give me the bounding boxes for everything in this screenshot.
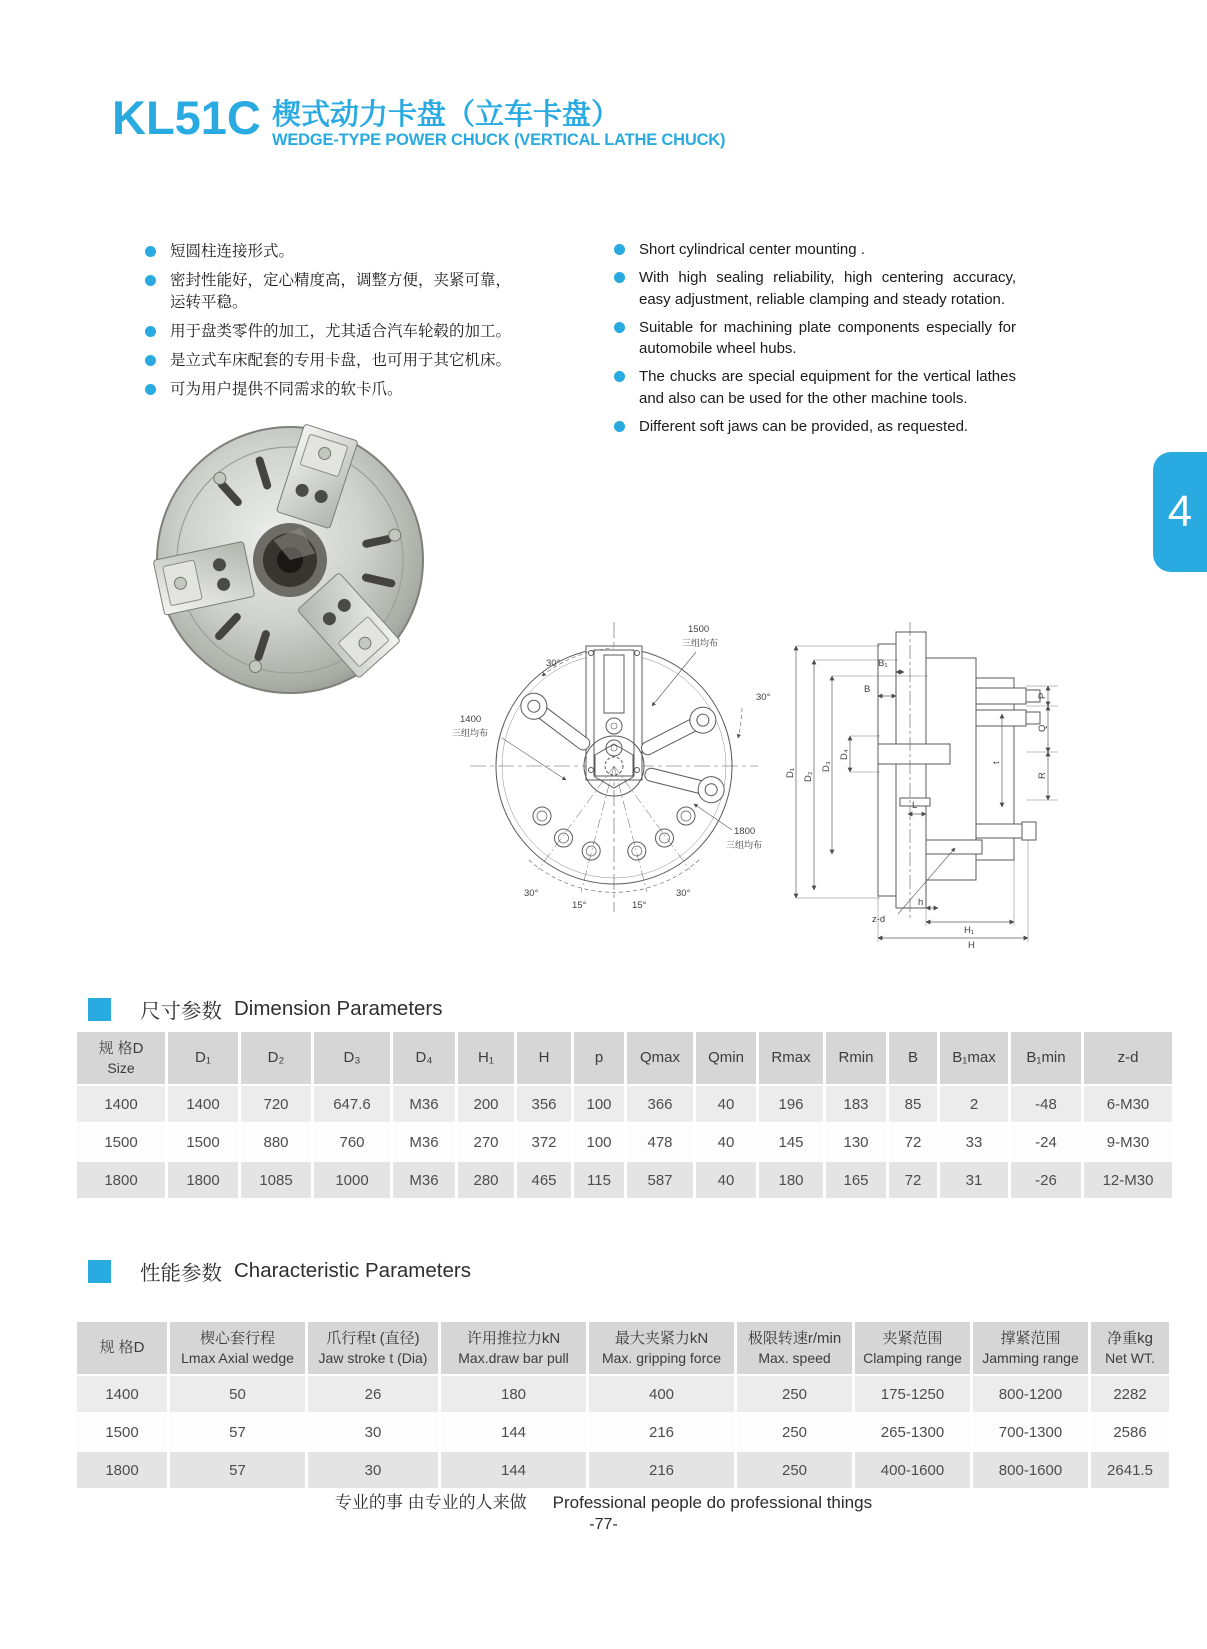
dist-label: 三组均布	[726, 840, 763, 850]
dim-label-1800: 1800	[734, 826, 756, 837]
table-cell: M36	[393, 1162, 455, 1198]
table-cell: 30	[308, 1414, 438, 1450]
table-cell: 478	[627, 1124, 693, 1160]
column-header: 爪行程t (直径) Jaw stroke t (Dia)	[308, 1322, 438, 1374]
table-cell: 2641.5	[1091, 1452, 1169, 1488]
dimension-parameters-table	[74, 1030, 1175, 1200]
table-row	[77, 1124, 1172, 1160]
table-cell: 1085	[241, 1162, 311, 1198]
table-cell: 216	[589, 1452, 734, 1488]
table-cell: 180	[441, 1376, 586, 1412]
column-header: B₁min	[1011, 1032, 1081, 1084]
footer-slogan	[0, 1488, 1207, 1513]
table-cell: 72	[889, 1124, 937, 1160]
column-header: Rmax	[759, 1032, 823, 1084]
column-header: D₄	[393, 1032, 455, 1084]
table-cell: 366	[627, 1086, 693, 1122]
table-cell: 12-M30	[1084, 1162, 1172, 1198]
column-header: 夹紧范围 Clamping range	[855, 1322, 970, 1374]
product-title-en: WEDGE-TYPE POWER CHUCK (VERTICAL LATHE CHUCK)	[272, 131, 726, 149]
product-title-zh: 楔式动力卡盘（立车卡盘）	[272, 99, 621, 131]
table-cell: 72	[889, 1162, 937, 1198]
table-cell: 165	[826, 1162, 886, 1198]
table-header	[77, 1322, 1169, 1374]
table-cell: 100	[574, 1086, 624, 1122]
front-view-drawing	[446, 608, 784, 920]
dim-label-1500: 1500	[688, 624, 710, 635]
table-cell: 265-1300	[855, 1414, 970, 1450]
table-cell: 400	[589, 1376, 734, 1412]
column-header: B	[889, 1032, 937, 1084]
table-cell: -24	[1011, 1124, 1081, 1160]
column-header: 撑紧范围 Jamming range	[973, 1322, 1088, 1374]
angle-label-15: 15°	[632, 900, 647, 911]
table-body	[77, 1376, 1169, 1488]
table-cell: 33	[940, 1124, 1008, 1160]
dim-label-D2: D₂	[803, 771, 814, 782]
feature-item: 是立式车床配套的专用卡盘，也可用于其它机床。	[143, 350, 521, 372]
table-cell: 2282	[1091, 1376, 1169, 1412]
table-cell: 587	[627, 1162, 693, 1198]
column-header: H	[517, 1032, 571, 1084]
table-cell: 115	[574, 1162, 624, 1198]
column-header: B₁max	[940, 1032, 1008, 1084]
table-cell: 280	[458, 1162, 514, 1198]
table-cell: 130	[826, 1124, 886, 1160]
feature-item: Short cylindrical center mounting .	[612, 239, 1016, 260]
table-cell: 200	[458, 1086, 514, 1122]
characteristic-section-header	[88, 1256, 471, 1286]
column-header: Qmax	[627, 1032, 693, 1084]
table-cell: 50	[170, 1376, 305, 1412]
table-cell: 372	[517, 1124, 571, 1160]
dim-label-P: P	[1037, 692, 1048, 699]
table-cell: 57	[170, 1452, 305, 1488]
dim-label-H: H	[968, 940, 975, 950]
table-header	[77, 1032, 1172, 1084]
column-header: 许用推拉力kN Max.draw bar pull	[441, 1322, 586, 1374]
angle-label-30: 30°	[676, 888, 691, 899]
table-cell: 800-1200	[973, 1376, 1088, 1412]
chapter-tab[interactable]: 4	[1153, 452, 1207, 572]
table-row	[77, 1452, 1169, 1488]
dim-label-H1: H₁	[964, 925, 975, 936]
table-row	[77, 1086, 1172, 1122]
angle-label-30: 30°	[546, 658, 561, 669]
table-cell: 30	[308, 1452, 438, 1488]
table-cell: 250	[737, 1414, 852, 1450]
feature-item: The chucks are special equipment for the vertical lathes and also can be used for the other machine tools.	[612, 366, 1016, 409]
dim-label-zd: z-d	[872, 914, 886, 925]
table-cell: -26	[1011, 1162, 1081, 1198]
footer-slogan-en: Professional people do professional things	[552, 1493, 873, 1512]
table-cell: 145	[759, 1124, 823, 1160]
dim-label-R: R	[1037, 772, 1048, 779]
table-cell: 1800	[168, 1162, 238, 1198]
table-cell: 31	[940, 1162, 1008, 1198]
table-cell: 40	[696, 1162, 756, 1198]
dim-label-B: B	[864, 684, 871, 695]
chuck-photo-geometry	[138, 418, 455, 706]
table-cell: 100	[574, 1124, 624, 1160]
table-cell: 2586	[1091, 1414, 1169, 1450]
characteristic-parameters-table	[74, 1320, 1172, 1490]
dim-label-D4: D₄	[839, 749, 850, 760]
product-model-code: KL51C	[112, 91, 261, 144]
table-cell: 647.6	[314, 1086, 390, 1122]
table-cell: 800-1600	[973, 1452, 1088, 1488]
column-header: 规 格D Size	[77, 1032, 165, 1084]
side-view-drawing	[780, 602, 1080, 950]
table-cell: 1800	[77, 1452, 167, 1488]
column-header: D₂	[241, 1032, 311, 1084]
table-cell: 180	[759, 1162, 823, 1198]
page-number: -77-	[589, 1516, 618, 1533]
dim-label-B1: B₁	[878, 658, 888, 669]
section-title-zh: 尺寸参数	[140, 1000, 222, 1023]
table-cell: 720	[241, 1086, 311, 1122]
table-cell: 700-1300	[973, 1414, 1088, 1450]
column-header: Qmin	[696, 1032, 756, 1084]
table-cell: 1500	[168, 1124, 238, 1160]
table-cell: 1800	[77, 1162, 165, 1198]
table-cell: 6-M30	[1084, 1086, 1172, 1122]
feature-item: 用于盘类零件的加工，尤其适合汽车轮毂的加工。	[143, 321, 521, 343]
dim-label-t: t	[991, 761, 1002, 764]
table-cell: 400-1600	[855, 1452, 970, 1488]
table-cell: 1500	[77, 1414, 167, 1450]
table-cell: 250	[737, 1452, 852, 1488]
table-cell: 760	[314, 1124, 390, 1160]
table-cell: 196	[759, 1086, 823, 1122]
table-cell: 216	[589, 1414, 734, 1450]
dist-label: 三组均布	[452, 728, 489, 738]
feature-list-en	[612, 239, 1016, 444]
table-cell: 270	[458, 1124, 514, 1160]
table-cell: 57	[170, 1414, 305, 1450]
section-title-en: Characteristic Parameters	[234, 1259, 471, 1282]
table-body	[77, 1086, 1172, 1198]
column-header: 最大夹紧力kN Max. gripping force	[589, 1322, 734, 1374]
angle-label-15: 15°	[572, 900, 587, 911]
table-cell: 9-M30	[1084, 1124, 1172, 1160]
feature-item: Suitable for machining plate components especially for automobile wheel hubs.	[612, 317, 1016, 360]
angle-label-30: 30°	[756, 692, 771, 703]
table-cell: M36	[393, 1124, 455, 1160]
table-row	[77, 1414, 1169, 1450]
column-header: z-d	[1084, 1032, 1172, 1084]
section-marker-square	[88, 1260, 111, 1283]
table-cell: 250	[737, 1376, 852, 1412]
dim-label-D1: D₁	[785, 767, 796, 778]
table-cell: 144	[441, 1414, 586, 1450]
section-title-zh: 性能参数	[140, 1262, 222, 1285]
table-cell: 26	[308, 1376, 438, 1412]
table-cell: 465	[517, 1162, 571, 1198]
table-cell: 1500	[77, 1124, 165, 1160]
feature-item: 密封性能好，定心精度高，调整方便，夹紧可靠，运转平稳。	[143, 270, 521, 314]
table-cell: -48	[1011, 1086, 1081, 1122]
table-cell: 144	[441, 1452, 586, 1488]
dimension-section-header	[88, 994, 443, 1024]
side-view-geometry	[796, 622, 1058, 942]
column-header: D₃	[314, 1032, 390, 1084]
table-cell: 1400	[168, 1086, 238, 1122]
table-cell: 1400	[77, 1376, 167, 1412]
angle-label-30: 30°	[524, 888, 539, 899]
dist-label: 三组均布	[682, 638, 719, 648]
table-row	[77, 1162, 1172, 1198]
column-header: H₁	[458, 1032, 514, 1084]
table-row	[77, 1376, 1169, 1412]
column-header: 极限转速r/min Max. speed	[737, 1322, 852, 1374]
product-photo	[138, 418, 456, 706]
table-cell: 183	[826, 1086, 886, 1122]
table-cell: 175-1250	[855, 1376, 970, 1412]
feature-item: 短圆柱连接形式。	[143, 241, 521, 263]
column-header: Rmin	[826, 1032, 886, 1084]
section-marker-square	[88, 998, 111, 1021]
feature-item: Different soft jaws can be provided, as requested.	[612, 416, 1016, 437]
feature-item: 可为用户提供不同需求的软卡爪。	[143, 379, 521, 401]
feature-item: With high sealing reliability, high centering accuracy, easy adjustment, reliable clamping and steady rotation.	[612, 267, 1016, 310]
front-view-geometry	[470, 622, 758, 912]
dim-label-h: h	[918, 897, 924, 908]
section-title-en: Dimension Parameters	[234, 997, 443, 1020]
dim-label-1400: 1400	[460, 714, 482, 725]
table-cell: 40	[696, 1124, 756, 1160]
footer-slogan-zh: 专业的事 由专业的人来做	[334, 1493, 527, 1512]
table-cell: 880	[241, 1124, 311, 1160]
table-cell: 40	[696, 1086, 756, 1122]
table-cell: 85	[889, 1086, 937, 1122]
table-cell: 1400	[77, 1086, 165, 1122]
column-header: D₁	[168, 1032, 238, 1084]
column-header: 规 格D	[77, 1322, 167, 1374]
table-cell: M36	[393, 1086, 455, 1122]
table-cell: 1000	[314, 1162, 390, 1198]
dim-label-D3: D₃	[821, 761, 832, 772]
feature-list-zh	[143, 241, 521, 408]
column-header: p	[574, 1032, 624, 1084]
column-header: 楔心套行程 Lmax Axial wedge	[170, 1322, 305, 1374]
table-cell: 356	[517, 1086, 571, 1122]
table-cell: 2	[940, 1086, 1008, 1122]
dim-label-Q: Q	[1037, 724, 1048, 732]
dim-label-L: L	[912, 800, 918, 811]
column-header: 净重kg Net WT.	[1091, 1322, 1169, 1374]
